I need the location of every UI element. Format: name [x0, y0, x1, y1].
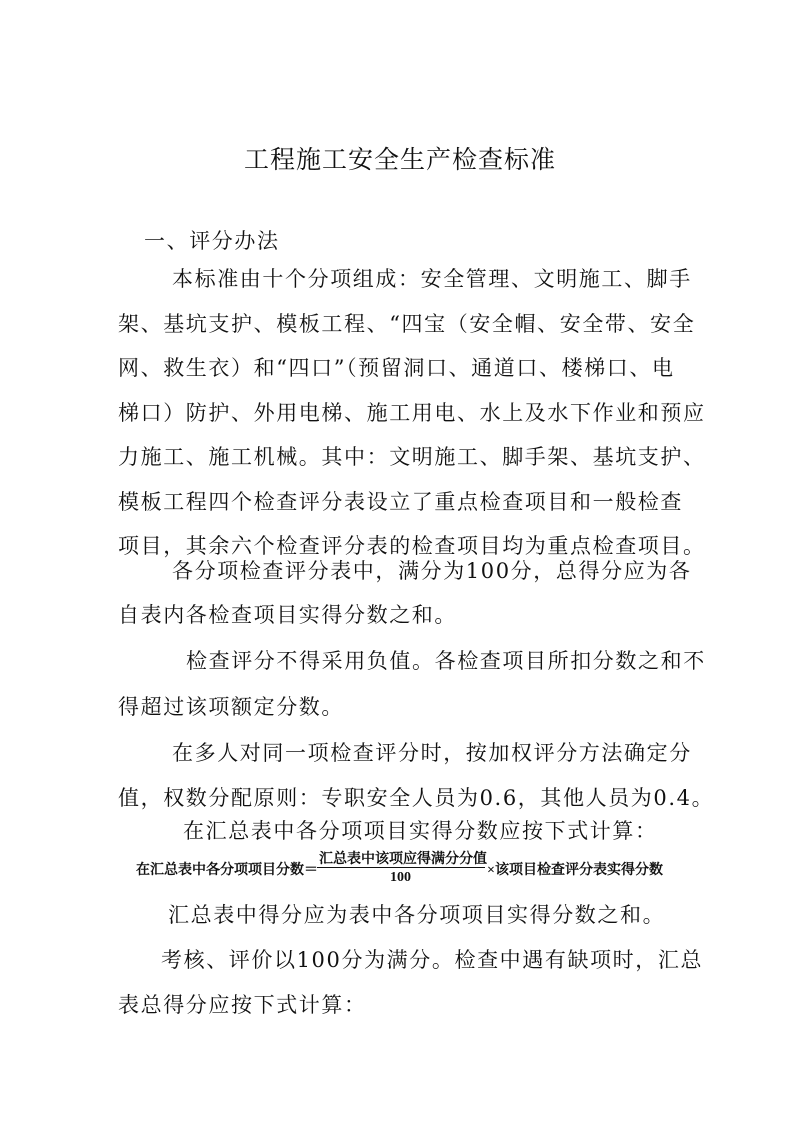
score-formula: [0, 842, 800, 892]
paragraph-line: 值，权数分配原则：专职安全人员为0.6，其他人员为0.4。: [118, 786, 715, 810]
paragraph-line: 模板工程四个检查评分表设立了重点检查项目和一般检查: [118, 490, 683, 514]
paragraph-line: 梯口）防护、外用电梯、施工用电、水上及水下作业和预应: [118, 401, 706, 425]
formula-lhs: 在汇总表中各分项项目分数＝: [136, 863, 318, 878]
formula-numerator: 汇总表中该项应得满分分值: [319, 852, 487, 867]
paragraph-line: 得超过该项额定分数。: [118, 695, 344, 719]
paragraph-line: 架、基坑支护、模板工程、“四宝（安全帽、安全带、安全: [118, 312, 696, 336]
formula-rhs: ×该项目检查评分表实得分数: [487, 863, 663, 878]
paragraph-line: 在汇总表中各分项项目实得分数应按下式计算：: [183, 819, 658, 843]
fraction-bar: [317, 867, 485, 868]
paragraph-line: 力施工、施工机械。其中：文明施工、脚手架、基坑支护、: [118, 445, 706, 469]
paragraph-line: 汇总表中得分应为表中各分项项目实得分数之和。: [168, 903, 666, 927]
paragraph-line: 检查评分不得采用负值。各检查项目所扣分数之和不: [186, 649, 706, 673]
paragraph-line: 各分项检查评分表中，满分为100分，总得分应为各: [172, 559, 692, 583]
paragraph-line: 网、救生衣）和“四口”（预留洞口、通道口、楼梯口、电: [118, 356, 675, 380]
paragraph-line: 考核、评价以100分为满分。检查中遇有缺项时，汇总: [161, 948, 704, 972]
paragraph-line: 自表内各检查项目实得分数之和。: [118, 603, 457, 627]
paragraph-line: 本标准由十个分项组成：安全管理、文明施工、脚手: [172, 267, 692, 291]
document-title: 工程施工安全生产检查标准: [243, 145, 556, 174]
section-heading: 一、评分办法: [144, 229, 280, 253]
formula-denominator: 100: [390, 870, 411, 885]
paragraph-line: 表总得分应按下式计算：: [118, 993, 367, 1017]
paragraph-line: 在多人对同一项检查评分时，按加权评分方法确定分: [172, 741, 692, 765]
paragraph-line: 项目，其余六个检查评分表的检查项目均为重点检查项目。: [118, 534, 706, 558]
